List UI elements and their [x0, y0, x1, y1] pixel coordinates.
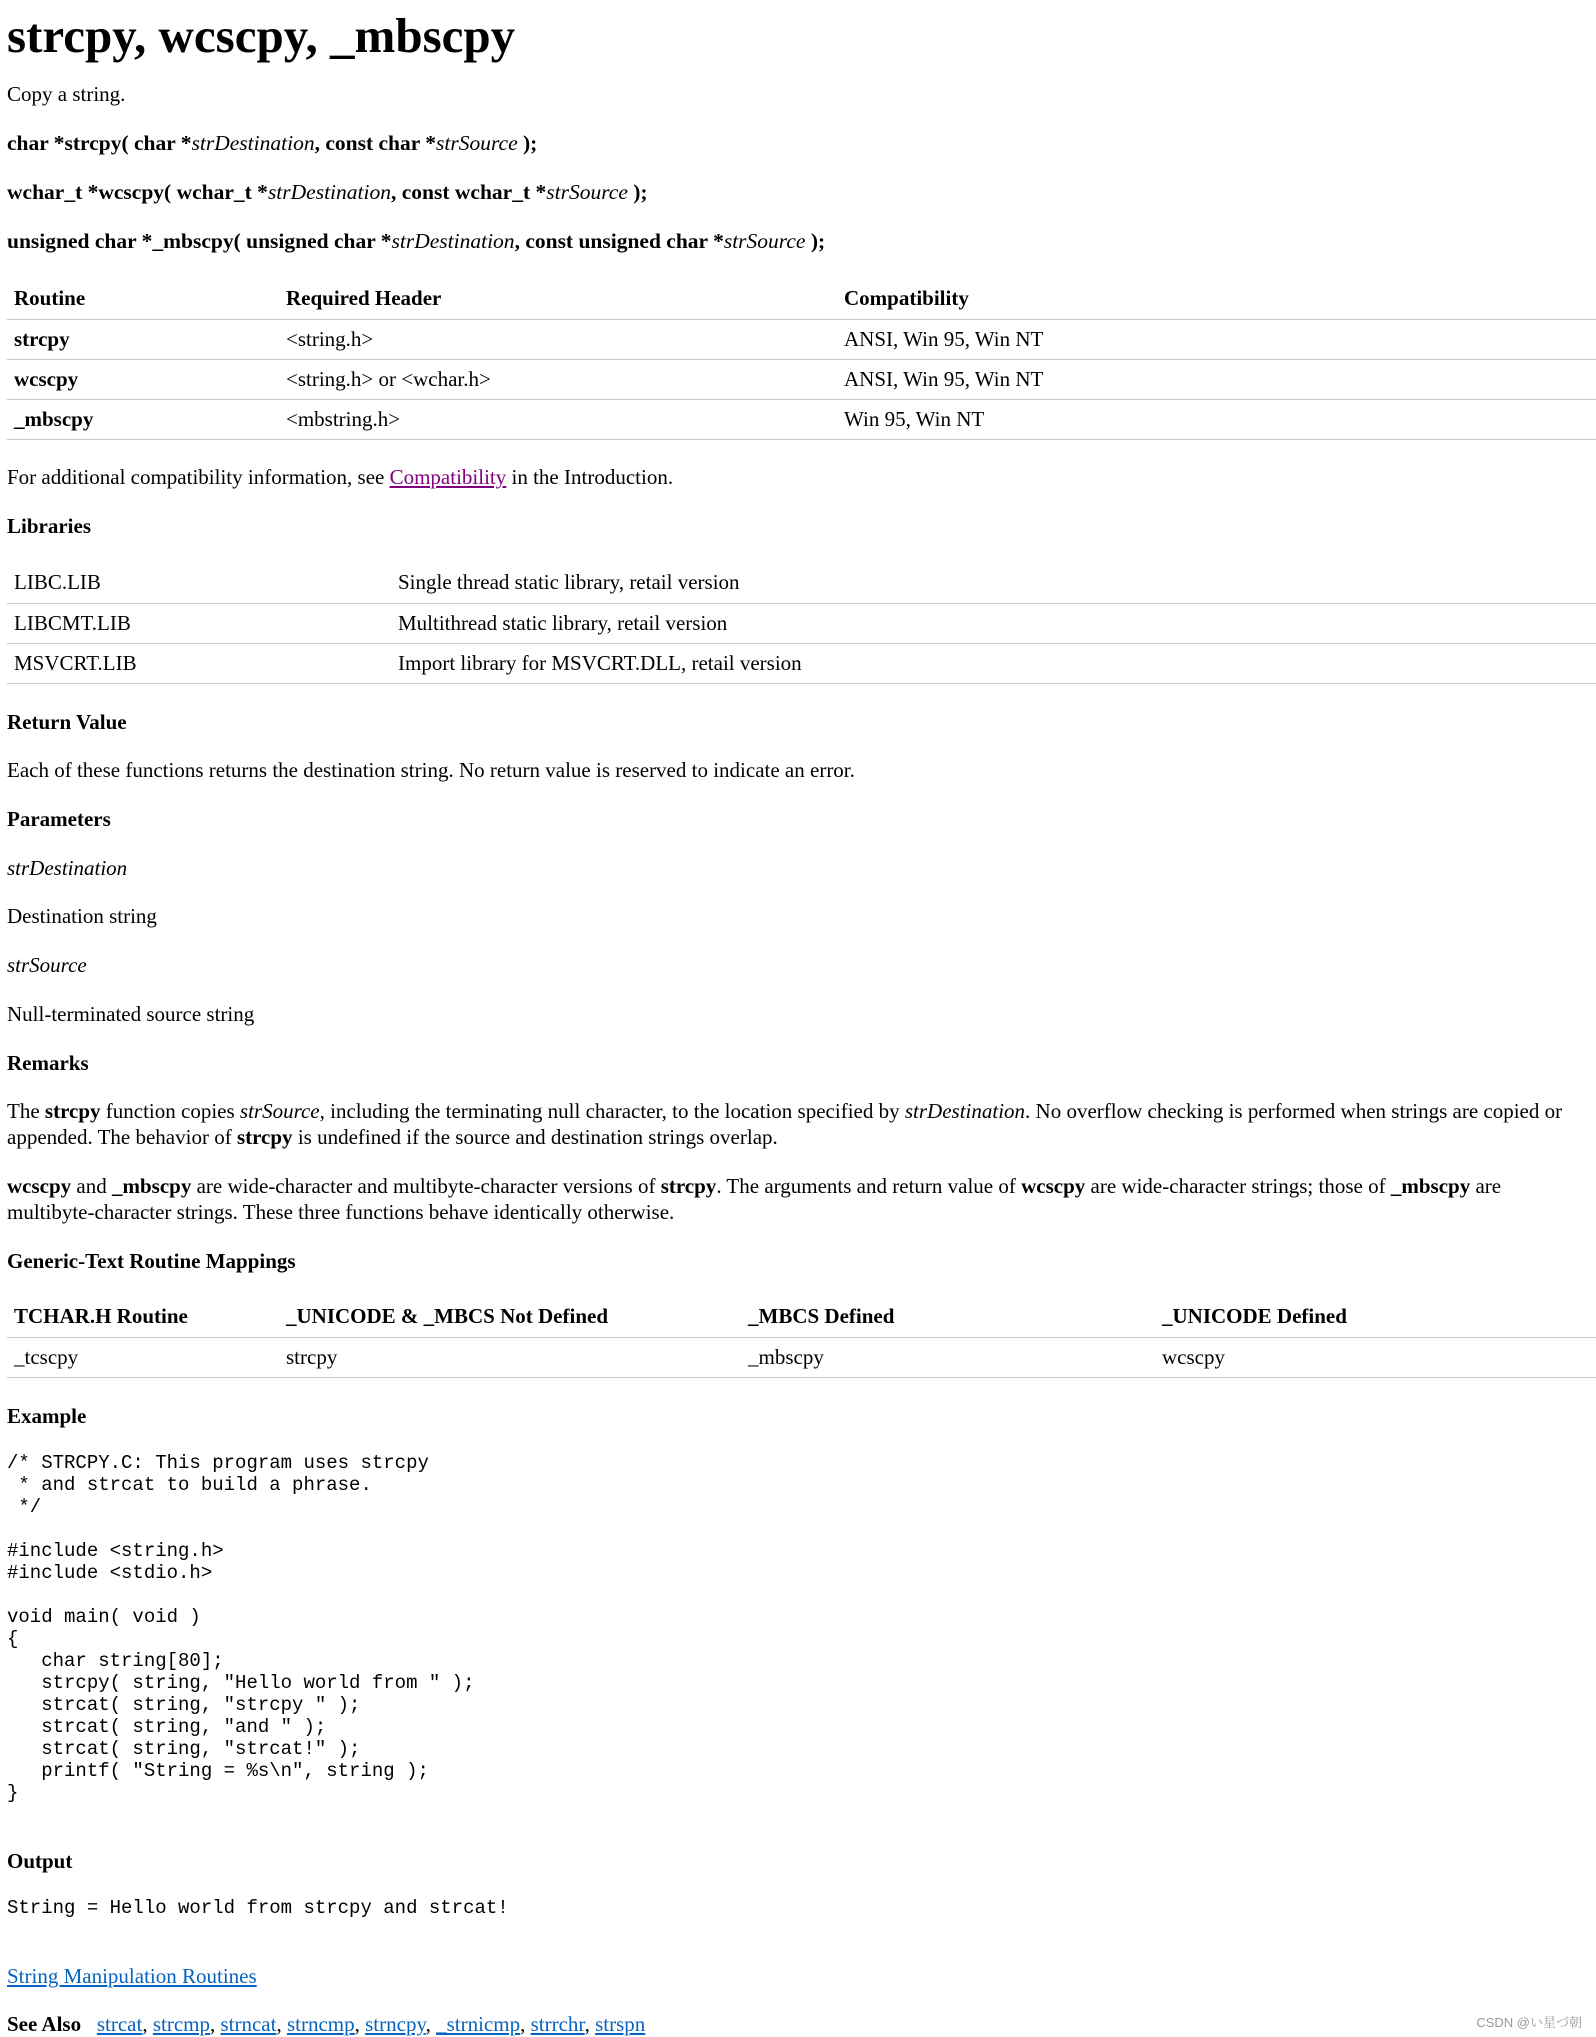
see-also-link-strrchr[interactable]: strrchr	[530, 2012, 585, 2036]
table-cell: ANSI, Win 95, Win NT	[844, 366, 1044, 391]
param-strdestination: strDestination	[7, 856, 128, 880]
table-row	[7, 399, 1596, 439]
function-name: strcpy	[236, 1125, 293, 1149]
table-cell: _mbscpy	[748, 1344, 824, 1369]
syntax-text: wchar_t *wcscpy( wchar_t *	[7, 180, 268, 204]
table-cell: LIBCMT.LIB	[14, 610, 131, 635]
see-also-link-strcat[interactable]: strcat	[96, 2012, 143, 2036]
syntax-text: );	[805, 229, 826, 253]
function-name: _mbscpy	[112, 1174, 192, 1198]
compatibility-note	[7, 465, 673, 490]
param-strsource-desc: Null-terminated source string	[7, 1002, 255, 1026]
table-row	[7, 1337, 1596, 1377]
see-also-link-strnicmp[interactable]: _strnicmp	[436, 2012, 521, 2036]
separator: ,	[209, 2012, 221, 2036]
param-name: strDestination	[267, 180, 391, 204]
remarks-text: function copies	[100, 1099, 240, 1123]
table-cell: strcpy	[14, 326, 70, 351]
string-manipulation-link[interactable]: String Manipulation Routines	[7, 1964, 257, 1988]
see-also-label: See Also	[7, 2012, 82, 2036]
table-row	[7, 359, 1596, 399]
param-strdestination-desc: Destination string	[7, 904, 157, 928]
column-header: _UNICODE & _MBCS Not Defined	[286, 1304, 608, 1329]
see-also	[7, 2012, 645, 2037]
table-cell: MSVCRT.LIB	[14, 650, 137, 675]
syntax-text: unsigned char *_mbscpy( unsigned char *	[7, 229, 392, 253]
return-value-text: Each of these functions returns the destination string. No return value is reserved to indicate an error.	[7, 758, 855, 782]
see-also-link-strncat[interactable]: strncat	[220, 2012, 277, 2036]
param-name: strSource	[546, 180, 628, 204]
table-cell: <string.h>	[286, 326, 374, 351]
param-name: strDestination	[904, 1099, 1026, 1123]
remarks-text: are wide-character strings; those of	[1085, 1174, 1391, 1198]
syntax-text: , const wchar_t *	[390, 180, 547, 204]
separator: ,	[425, 2012, 437, 2036]
separator: ,	[276, 2012, 287, 2036]
column-header: TCHAR.H Routine	[14, 1304, 188, 1329]
function-name: strcpy	[44, 1099, 101, 1123]
table-cell: strcpy	[286, 1344, 338, 1369]
syntax-text: );	[517, 131, 538, 155]
table-row	[7, 643, 1596, 683]
table-cell: _tcscpy	[14, 1344, 79, 1369]
libraries-table	[7, 563, 1596, 684]
see-also-link-strncmp[interactable]: strncmp	[286, 2012, 355, 2036]
function-name: wcscpy	[1021, 1174, 1086, 1198]
mappings-table	[7, 1297, 1596, 1378]
remarks-text: are wide-character and multibyte-character versions of	[191, 1174, 661, 1198]
table-cell: LIBC.LIB	[14, 570, 101, 595]
separator: ,	[520, 2012, 531, 2036]
syntax-text: char *strcpy( char *	[7, 131, 192, 155]
example-code: /* STRCPY.C: This program uses strcpy * and strcat to build a phrase. */ #include <string.h> #include <stdio.h> void main( void ) { char string[80]; strcpy( string, "Hello world from " ); strcat( string, "strcpy " ); strcat( string, "and " ); strcat( string, "strcat!" ); printf( "String = %s\n", string ); }	[7, 1452, 475, 1804]
syntax-mbscpy	[7, 229, 825, 254]
page-title: strcpy, wcscpy, _mbscpy	[7, 8, 516, 63]
mappings-heading: Generic-Text Routine Mappings	[7, 1249, 296, 1273]
requirements-table	[7, 279, 1596, 440]
output-heading: Output	[7, 1849, 73, 1873]
see-also-link-strncpy[interactable]: strncpy	[365, 2012, 426, 2036]
separator: ,	[354, 2012, 366, 2036]
table-cell: wcscpy	[1162, 1344, 1225, 1369]
table-cell: Win 95, Win NT	[844, 406, 985, 431]
see-also-link-strspn[interactable]: strspn	[595, 2012, 646, 2036]
table-row	[7, 563, 1596, 603]
param-name: strSource	[436, 131, 518, 155]
example-heading: Example	[7, 1404, 87, 1428]
csdn-watermark: CSDN @い星づ朝	[1476, 2015, 1582, 2030]
table-header-row	[7, 279, 1596, 319]
remarks-paragraph-2	[7, 1173, 1587, 1225]
return-value-heading: Return Value	[7, 710, 127, 734]
param-name: strSource	[723, 229, 806, 253]
libraries-heading: Libraries	[7, 514, 91, 538]
table-cell: <mbstring.h>	[286, 406, 401, 431]
param-name: strDestination	[391, 229, 515, 253]
table-cell: Single thread static library, retail version	[398, 570, 740, 595]
column-header: _MBCS Defined	[748, 1304, 895, 1329]
function-name: _mbscpy	[1390, 1174, 1471, 1198]
syntax-text: , const unsigned char *	[514, 229, 724, 253]
function-name: wcscpy	[7, 1174, 72, 1198]
remarks-text: . The arguments and return value of	[716, 1174, 1022, 1198]
table-row	[7, 603, 1596, 643]
remarks-text: . No overflow checking is performed when strings are copied or appended. The behavior of	[7, 1099, 1563, 1149]
param-name: strSource	[239, 1099, 320, 1123]
note-text: For additional compatibility information, see	[7, 465, 390, 489]
note-text: in the Introduction.	[506, 465, 674, 489]
table-cell: <string.h> or <wchar.h>	[286, 366, 491, 391]
param-strsource: strSource	[7, 953, 87, 977]
remarks-text: , including the terminating null character, to the location specified by	[319, 1099, 905, 1123]
separator: ,	[584, 2012, 596, 2036]
related-link-container	[7, 1964, 257, 1989]
column-header: Routine	[14, 286, 86, 311]
output-text: String = Hello world from strcpy and strcat!	[7, 1897, 509, 1919]
syntax-text: );	[627, 180, 648, 204]
remarks-paragraph-1	[7, 1098, 1587, 1150]
column-header: Required Header	[286, 286, 442, 311]
param-name: strDestination	[191, 131, 315, 155]
syntax-text: , const char *	[314, 131, 437, 155]
parameters-heading: Parameters	[7, 807, 111, 831]
remarks-text: The	[7, 1099, 45, 1123]
table-cell: Import library for MSVCRT.DLL, retail version	[398, 650, 802, 675]
remarks-text: is undefined if the source and destination strings overlap.	[292, 1125, 778, 1149]
syntax-strcpy	[7, 131, 537, 156]
column-header: _UNICODE Defined	[1162, 1304, 1347, 1329]
remarks-text: and	[71, 1174, 112, 1198]
separator: ,	[142, 2012, 153, 2036]
column-header: Compatibility	[844, 286, 969, 311]
table-cell: _mbscpy	[14, 406, 94, 431]
see-also-link-strcmp[interactable]: strcmp	[152, 2012, 210, 2036]
remarks-text: are multibyte-character strings. These three functions behave identically otherwise.	[7, 1174, 1502, 1224]
table-cell: ANSI, Win 95, Win NT	[844, 326, 1044, 351]
function-name: strcpy	[660, 1174, 717, 1198]
compatibility-link[interactable]: Compatibility	[389, 465, 507, 489]
table-header-row	[7, 1297, 1596, 1337]
table-row	[7, 319, 1596, 359]
table-cell: wcscpy	[14, 366, 79, 391]
remarks-heading: Remarks	[7, 1051, 89, 1075]
table-cell: Multithread static library, retail version	[398, 610, 728, 635]
summary: Copy a string.	[7, 82, 126, 106]
syntax-wcscpy	[7, 180, 648, 205]
